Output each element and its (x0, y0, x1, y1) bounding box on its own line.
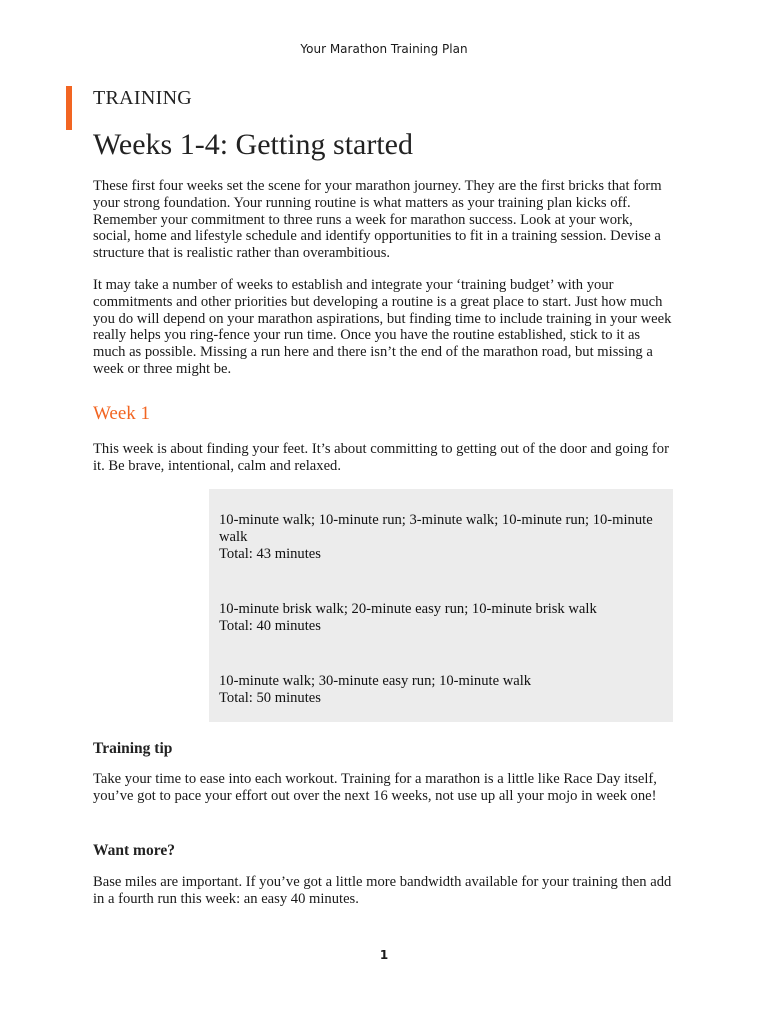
training-tip-heading: Training tip (93, 740, 173, 757)
want-more-heading: Want more? (93, 842, 175, 859)
workout-3 (219, 673, 659, 707)
workout-1-plan: 10-minute walk; 10-minute run; 3-minute walk; 10-minute run; 10-minute walk (219, 512, 653, 545)
workout-box (209, 489, 673, 722)
workout-2-total: Total: 40 minutes (219, 618, 321, 634)
workout-1 (219, 512, 659, 563)
intro-paragraph-1: These first four weeks set the scene for your marathon journey. They are the first bricks that form your strong foundation. Your running routine is what matters as your training plan kicks off. Remember your commitment to three runs a week for marathon success. Look at your work, social, home and lifestyle schedule and identify opportunities to fit in a training session. Devise a structure that is realistic rather than overambitious. (93, 178, 662, 262)
section-label: TRAINING (93, 87, 193, 109)
training-tip-text: Take your time to ease into each workout. Training for a marathon is a little like Race Day itself, you’ve got to pace your effort out over the next 16 weeks, not use up all your mojo in week one! (93, 771, 657, 804)
intro-paragraph-2: It may take a number of weeks to establish and integrate your ‘training budget’ with your commitments and other priorities but developing a routine is a great place to start. Just how much you do will depend on your marathon aspirations, but finding time to include training in your week really helps you ring-fence your run time. Once you have the routine established, stick to it as much as possible. Missing a run here and there isn’t the end of the marathon road, but missing a week or three might be. (93, 277, 672, 377)
workout-2 (219, 601, 659, 635)
section-accent-bar (66, 86, 72, 130)
want-more-text: Base miles are important. If you’ve got a little more bandwidth available for your training then add in a fourth run this week: an easy 40 minutes. (93, 874, 672, 907)
workout-1-total: Total: 43 minutes (219, 546, 321, 562)
page-title: Weeks 1-4: Getting started (93, 128, 413, 161)
workout-2-plan: 10-minute brisk walk; 20-minute easy run; 10-minute brisk walk (219, 601, 597, 617)
workout-3-total: Total: 50 minutes (219, 690, 321, 706)
workout-3-plan: 10-minute walk; 30-minute easy run; 10-minute walk (219, 673, 532, 689)
week-1-heading: Week 1 (93, 403, 151, 424)
page-number: 1 (379, 948, 389, 962)
running-header: Your Marathon Training Plan (300, 42, 468, 56)
week-1-description: This week is about finding your feet. It’s about committing to getting out of the door and going for it. Be brave, intentional, calm and relaxed. (93, 441, 669, 474)
